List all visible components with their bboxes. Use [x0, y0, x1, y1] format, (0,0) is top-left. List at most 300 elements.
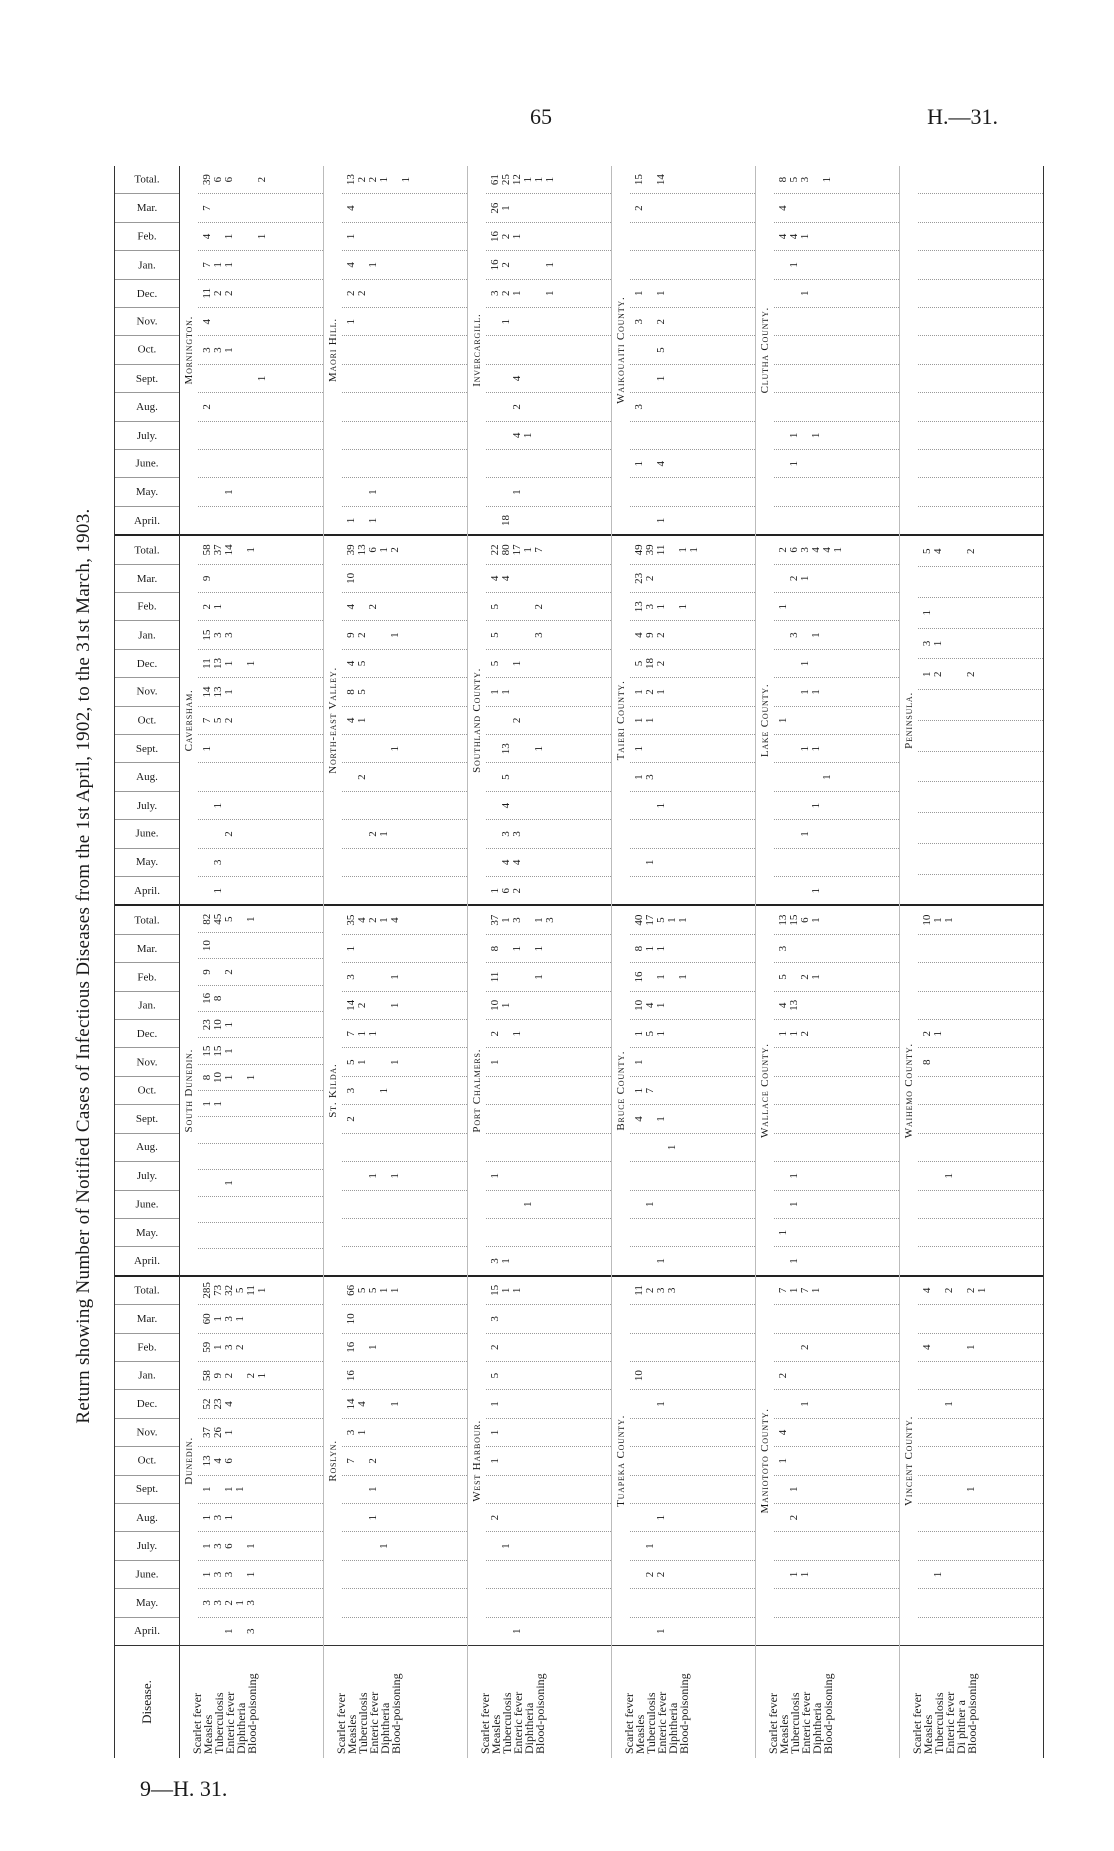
case-count-cell: 4 — [223, 1401, 235, 1407]
district-block — [612, 166, 755, 534]
case-count-cell — [955, 1134, 966, 1161]
case-count-cell: 1 — [788, 432, 800, 439]
case-count-cell — [379, 1305, 390, 1332]
case-count-cell — [645, 223, 656, 250]
case-count-cell: 5 — [356, 689, 368, 695]
case-count-cell — [213, 1118, 224, 1143]
month-column — [774, 677, 899, 705]
case-count-cell — [202, 1618, 213, 1645]
case-count-cell — [933, 1334, 944, 1361]
case-count-cell — [401, 849, 412, 876]
case-count-cell — [678, 763, 689, 790]
case-count-cell — [933, 194, 944, 221]
month-column — [198, 592, 323, 620]
case-count-cell: 7 — [799, 1287, 811, 1294]
case-count-cell — [235, 820, 246, 847]
case-count-cell — [401, 1419, 412, 1446]
district-grid — [774, 907, 899, 1275]
case-count-cell — [822, 365, 833, 392]
case-count-cell: 1 — [644, 717, 656, 724]
case-count-cell — [922, 1476, 933, 1503]
case-count-cell — [246, 308, 257, 335]
case-count-cell — [235, 422, 246, 449]
case-count-cell — [966, 1504, 977, 1531]
case-count-cell — [357, 336, 368, 363]
district-block — [612, 534, 755, 904]
month-column — [198, 907, 323, 932]
case-count-cell — [944, 1305, 955, 1332]
month-column — [630, 1076, 755, 1104]
case-count-cell: 2 — [655, 318, 667, 325]
case-count-cell — [368, 1362, 379, 1389]
month-column — [774, 307, 899, 335]
case-count-cell — [667, 1561, 678, 1588]
month-column — [630, 1588, 755, 1616]
case-count-cell — [689, 1334, 700, 1361]
case-count-cell: 4 — [500, 859, 512, 866]
month-column — [630, 1475, 755, 1503]
month-column — [918, 1503, 1043, 1531]
case-count-cell — [357, 1561, 368, 1588]
case-count-cell — [933, 223, 944, 250]
case-count-cell — [368, 393, 379, 420]
case-count-cell: 5 — [345, 1059, 357, 1065]
case-count-cell — [545, 536, 556, 563]
case-count-cell: 9 — [644, 632, 656, 638]
case-count-cell — [235, 707, 246, 734]
case-count-cell: 2 — [345, 1116, 357, 1122]
case-count-cell — [534, 1504, 545, 1531]
month-column — [630, 1503, 755, 1531]
case-count-cell — [545, 1020, 556, 1047]
month-column — [630, 1617, 755, 1645]
case-count-cell: 3 — [345, 1429, 357, 1436]
case-count-cell: 7 — [201, 262, 213, 268]
case-count-cell — [368, 1589, 379, 1616]
case-count-cell — [955, 1219, 966, 1246]
case-count-cell — [235, 792, 246, 819]
month-header-label: Sept. — [135, 1113, 159, 1126]
case-count-cell: 3 — [489, 1316, 501, 1322]
case-count-cell: 35 — [345, 914, 357, 926]
case-count-cell — [512, 1589, 523, 1616]
case-count-cell — [368, 336, 379, 363]
case-count-cell — [822, 1134, 833, 1161]
case-count-cell — [966, 194, 977, 221]
case-count-cell — [512, 336, 523, 363]
disease-label: Tuberculosis — [212, 1692, 226, 1754]
month-column — [630, 620, 755, 648]
case-count-cell — [689, 194, 700, 221]
month-column — [630, 1161, 755, 1189]
case-count-cell — [246, 194, 257, 221]
case-count-cell — [346, 877, 357, 904]
case-count-cell: 1 — [256, 1372, 268, 1379]
month-column — [630, 421, 755, 449]
month-header — [115, 1531, 179, 1559]
month-column — [198, 1531, 323, 1559]
case-count-cell: 26 — [212, 1426, 224, 1438]
case-count-cell: 3 — [533, 632, 545, 638]
month-column — [630, 1560, 755, 1588]
month-column — [486, 279, 611, 307]
month-column — [198, 1446, 323, 1474]
case-count-cell — [346, 792, 357, 819]
month-column — [774, 1048, 899, 1076]
case-count-cell — [833, 280, 844, 307]
case-count-cell — [933, 1504, 944, 1531]
case-count-cell: 1 — [367, 1486, 379, 1493]
case-count-cell — [955, 280, 966, 307]
case-count-cell — [955, 166, 966, 193]
case-count-cell — [401, 1191, 412, 1218]
case-count-cell — [501, 621, 512, 648]
case-count-cell — [390, 251, 401, 278]
case-count-cell — [534, 1219, 545, 1246]
case-count-cell: 2 — [201, 603, 213, 610]
month-column — [774, 706, 899, 734]
case-count-cell — [933, 166, 944, 193]
case-count-cell — [822, 1191, 833, 1218]
case-count-cell — [789, 1219, 800, 1246]
case-count-cell — [401, 308, 412, 335]
case-count-cell — [390, 650, 401, 677]
case-count-cell: 1 — [655, 290, 667, 297]
case-count-cell — [390, 194, 401, 221]
case-count-cell — [368, 1618, 379, 1645]
case-count-cell — [667, 763, 678, 790]
case-count-cell: 13 — [633, 601, 645, 613]
case-count-cell — [966, 629, 977, 659]
case-count-cell — [944, 1105, 955, 1132]
case-count-cell: 1 — [489, 689, 501, 695]
case-count-cell — [401, 593, 412, 620]
case-count-cell — [689, 1162, 700, 1189]
case-count-cell — [656, 877, 667, 904]
case-count-cell — [833, 422, 844, 449]
case-count-cell — [645, 422, 656, 449]
month-column — [486, 536, 611, 563]
case-count-cell — [656, 1362, 667, 1389]
month-header-label: Aug. — [136, 1511, 158, 1524]
month-column — [918, 1304, 1043, 1332]
case-count-cell — [368, 992, 379, 1019]
case-count-cell: 1 — [511, 233, 523, 240]
month-column — [486, 564, 611, 592]
case-count-cell — [678, 1476, 689, 1503]
case-count-cell — [656, 1305, 667, 1332]
case-count-cell — [379, 1618, 390, 1645]
case-count-cell — [800, 393, 811, 420]
district-grid — [486, 166, 611, 534]
case-count-cell — [800, 1504, 811, 1531]
case-count-cell — [822, 336, 833, 363]
case-count-cell — [689, 478, 700, 505]
case-count-cell — [501, 1362, 512, 1389]
case-count-cell: 3 — [799, 547, 811, 553]
case-count-cell — [689, 650, 700, 677]
case-count-cell — [678, 308, 689, 335]
case-count-cell: 1 — [932, 640, 944, 647]
case-count-cell — [689, 763, 700, 790]
case-count-cell — [390, 1334, 401, 1361]
case-count-cell — [789, 194, 800, 221]
case-count-cell: 23 — [212, 1398, 224, 1410]
case-count-cell — [534, 1191, 545, 1218]
case-count-cell — [922, 1447, 933, 1474]
month-column — [342, 222, 467, 250]
month-header-label: Dec. — [136, 1027, 158, 1040]
case-count-cell — [246, 707, 257, 734]
month-column — [486, 1588, 611, 1616]
case-count-cell: 1 — [212, 603, 224, 610]
month-header — [115, 1277, 179, 1304]
case-count-cell — [390, 707, 401, 734]
case-count-cell — [235, 1012, 246, 1037]
case-count-cell — [390, 1191, 401, 1218]
case-count-cell: 1 — [644, 1543, 656, 1549]
case-count-cell — [523, 1105, 534, 1132]
month-header — [115, 1246, 179, 1274]
case-count-cell: 2 — [245, 1372, 257, 1379]
case-count-cell — [202, 1170, 213, 1195]
month-column — [918, 1019, 1043, 1047]
case-count-cell — [357, 1589, 368, 1616]
header-row — [114, 166, 180, 1758]
case-count-cell — [257, 1091, 268, 1116]
case-count-cell — [822, 194, 833, 221]
month-column — [486, 193, 611, 221]
case-count-cell — [966, 963, 977, 990]
case-count-cell — [401, 422, 412, 449]
case-count-cell: 4 — [511, 859, 523, 866]
case-count-cell — [545, 621, 556, 648]
case-count-cell: 1 — [201, 1571, 213, 1578]
month-header — [115, 364, 179, 392]
case-count-cell — [545, 1305, 556, 1332]
case-count-cell — [490, 1219, 501, 1246]
case-count-cell — [955, 1247, 966, 1274]
case-count-cell: 1 — [367, 1344, 379, 1350]
case-count-cell — [235, 507, 246, 534]
case-count-cell — [490, 1561, 501, 1588]
case-count-cell — [955, 393, 966, 420]
month-column — [198, 649, 323, 677]
case-count-cell — [811, 1162, 822, 1189]
case-count-cell — [534, 336, 545, 363]
case-count-cell: 285 — [201, 1282, 213, 1299]
case-count-cell — [689, 1561, 700, 1588]
case-count-cell — [357, 450, 368, 477]
case-count-cell — [545, 707, 556, 734]
case-count-cell — [678, 1447, 689, 1474]
case-count-cell: 4 — [345, 205, 357, 211]
case-count-cell — [379, 450, 390, 477]
case-count-cell: 25 — [500, 174, 512, 186]
case-count-cell — [257, 536, 268, 563]
case-count-cell — [401, 223, 412, 250]
case-count-cell — [235, 1038, 246, 1063]
case-count-cell — [977, 280, 988, 307]
month-column — [774, 1617, 899, 1645]
case-count-cell — [977, 1476, 988, 1503]
case-count-cell: 1 — [976, 1287, 988, 1294]
case-count-cell — [634, 1305, 645, 1332]
case-count-cell: 3 — [489, 1258, 501, 1264]
district-block — [900, 1275, 1043, 1645]
case-count-cell — [933, 1447, 944, 1474]
case-count-cell — [634, 251, 645, 278]
case-count-cell — [667, 194, 678, 221]
case-count-cell: 1 — [788, 1031, 800, 1037]
case-count-cell — [501, 1390, 512, 1417]
case-count-cell — [257, 422, 268, 449]
case-count-cell — [490, 478, 501, 505]
case-count-cell — [401, 1305, 412, 1332]
case-count-cell — [966, 280, 977, 307]
case-count-cell: 1 — [223, 233, 235, 240]
month-column — [630, 335, 755, 363]
case-count-cell — [512, 565, 523, 592]
month-column — [630, 193, 755, 221]
month-column — [198, 193, 323, 221]
month-column — [774, 906, 899, 933]
case-count-cell — [977, 1390, 988, 1417]
case-count-cell — [977, 422, 988, 449]
month-header — [115, 848, 179, 876]
case-count-cell — [512, 1390, 523, 1417]
month-column — [774, 1277, 899, 1304]
month-column — [630, 477, 755, 505]
case-count-cell: 1 — [389, 746, 401, 752]
month-column — [918, 1617, 1043, 1645]
case-count-cell — [778, 1134, 789, 1161]
case-count-cell — [800, 1476, 811, 1503]
month-header-label: Nov. — [136, 685, 158, 698]
case-count-cell: 1 — [223, 347, 235, 353]
case-count-cell: 2 — [921, 1031, 933, 1037]
case-count-cell: 1 — [777, 1458, 789, 1464]
case-count-cell — [922, 1247, 933, 1274]
case-count-cell: 17 — [644, 914, 656, 926]
month-header-label: July. — [136, 429, 158, 442]
month-column — [342, 991, 467, 1019]
case-count-cell: 4 — [500, 575, 512, 582]
case-count-cell: 2 — [389, 547, 401, 553]
month-column — [918, 874, 1043, 905]
case-count-cell — [490, 1077, 501, 1104]
case-count-cell — [811, 992, 822, 1019]
case-count-cell — [977, 536, 988, 566]
case-count-cell — [545, 194, 556, 221]
district-grid — [630, 1277, 755, 1645]
case-count-cell — [523, 1476, 534, 1503]
case-count-cell — [501, 1419, 512, 1446]
month-header — [115, 1588, 179, 1616]
case-count-cell — [789, 792, 800, 819]
month-header-label: Jan. — [138, 258, 156, 271]
case-count-cell — [833, 1589, 844, 1616]
disease-label: Blood-poisoning — [821, 1673, 835, 1754]
district-name: Bruce County. — [615, 1050, 627, 1131]
case-count-cell — [966, 1305, 977, 1332]
case-count-cell — [357, 1134, 368, 1161]
month-column — [486, 876, 611, 904]
case-count-cell — [645, 251, 656, 278]
month-column — [342, 564, 467, 592]
case-count-cell — [346, 1532, 357, 1559]
case-count-cell: 4 — [633, 1116, 645, 1122]
case-count-cell — [966, 906, 977, 933]
case-count-cell: 1 — [389, 974, 401, 980]
case-count-cell: 4 — [788, 233, 800, 240]
case-count-cell — [811, 1049, 822, 1076]
district-name: Lake County. — [759, 683, 771, 758]
month-column — [486, 1446, 611, 1474]
case-count-cell — [833, 1305, 844, 1332]
case-count-cell — [800, 507, 811, 534]
case-count-cell — [213, 365, 224, 392]
case-count-cell: 1 — [223, 660, 235, 667]
case-count-cell — [944, 844, 955, 874]
case-count-cell — [534, 1476, 545, 1503]
case-count-cell: 4 — [821, 547, 833, 553]
case-count-cell — [933, 1191, 944, 1218]
case-count-cell — [977, 659, 988, 689]
case-count-cell: 1 — [522, 547, 534, 553]
case-count-cell: 6 — [223, 176, 235, 183]
district-grid — [198, 907, 323, 1275]
month-header — [115, 564, 179, 592]
case-count-cell — [811, 251, 822, 278]
case-count-cell — [833, 849, 844, 876]
month-column — [342, 1104, 467, 1132]
case-count-cell — [977, 365, 988, 392]
case-count-cell — [689, 1105, 700, 1132]
case-count-cell — [202, 422, 213, 449]
case-count-cell: 3 — [245, 1600, 257, 1606]
case-count-cell — [667, 678, 678, 705]
case-count-cell — [656, 1447, 667, 1474]
case-count-cell — [235, 678, 246, 705]
month-column — [774, 620, 899, 648]
case-count-cell — [523, 1618, 534, 1645]
case-count-cell — [357, 365, 368, 392]
month-column — [198, 536, 323, 563]
case-count-cell — [833, 1219, 844, 1246]
case-count-cell: 2 — [655, 1571, 667, 1578]
month-column — [918, 1076, 1043, 1104]
case-count-cell — [922, 1362, 933, 1389]
case-count-cell — [401, 1362, 412, 1389]
case-count-cell — [944, 1504, 955, 1531]
case-count-cell: 4 — [810, 547, 822, 553]
month-column — [774, 392, 899, 420]
case-count-cell — [922, 223, 933, 250]
case-count-cell — [811, 194, 822, 221]
case-count-cell — [811, 593, 822, 620]
case-count-cell — [401, 1589, 412, 1616]
case-count-cell: 12 — [511, 174, 523, 186]
case-count-cell — [667, 1191, 678, 1218]
case-count-cell — [833, 1618, 844, 1645]
case-count-cell — [689, 365, 700, 392]
district-block — [756, 534, 899, 904]
case-count-cell: 52 — [201, 1398, 213, 1410]
month-header — [115, 1048, 179, 1076]
case-count-cell: 1 — [810, 746, 822, 752]
case-count-cell: 3 — [212, 632, 224, 638]
